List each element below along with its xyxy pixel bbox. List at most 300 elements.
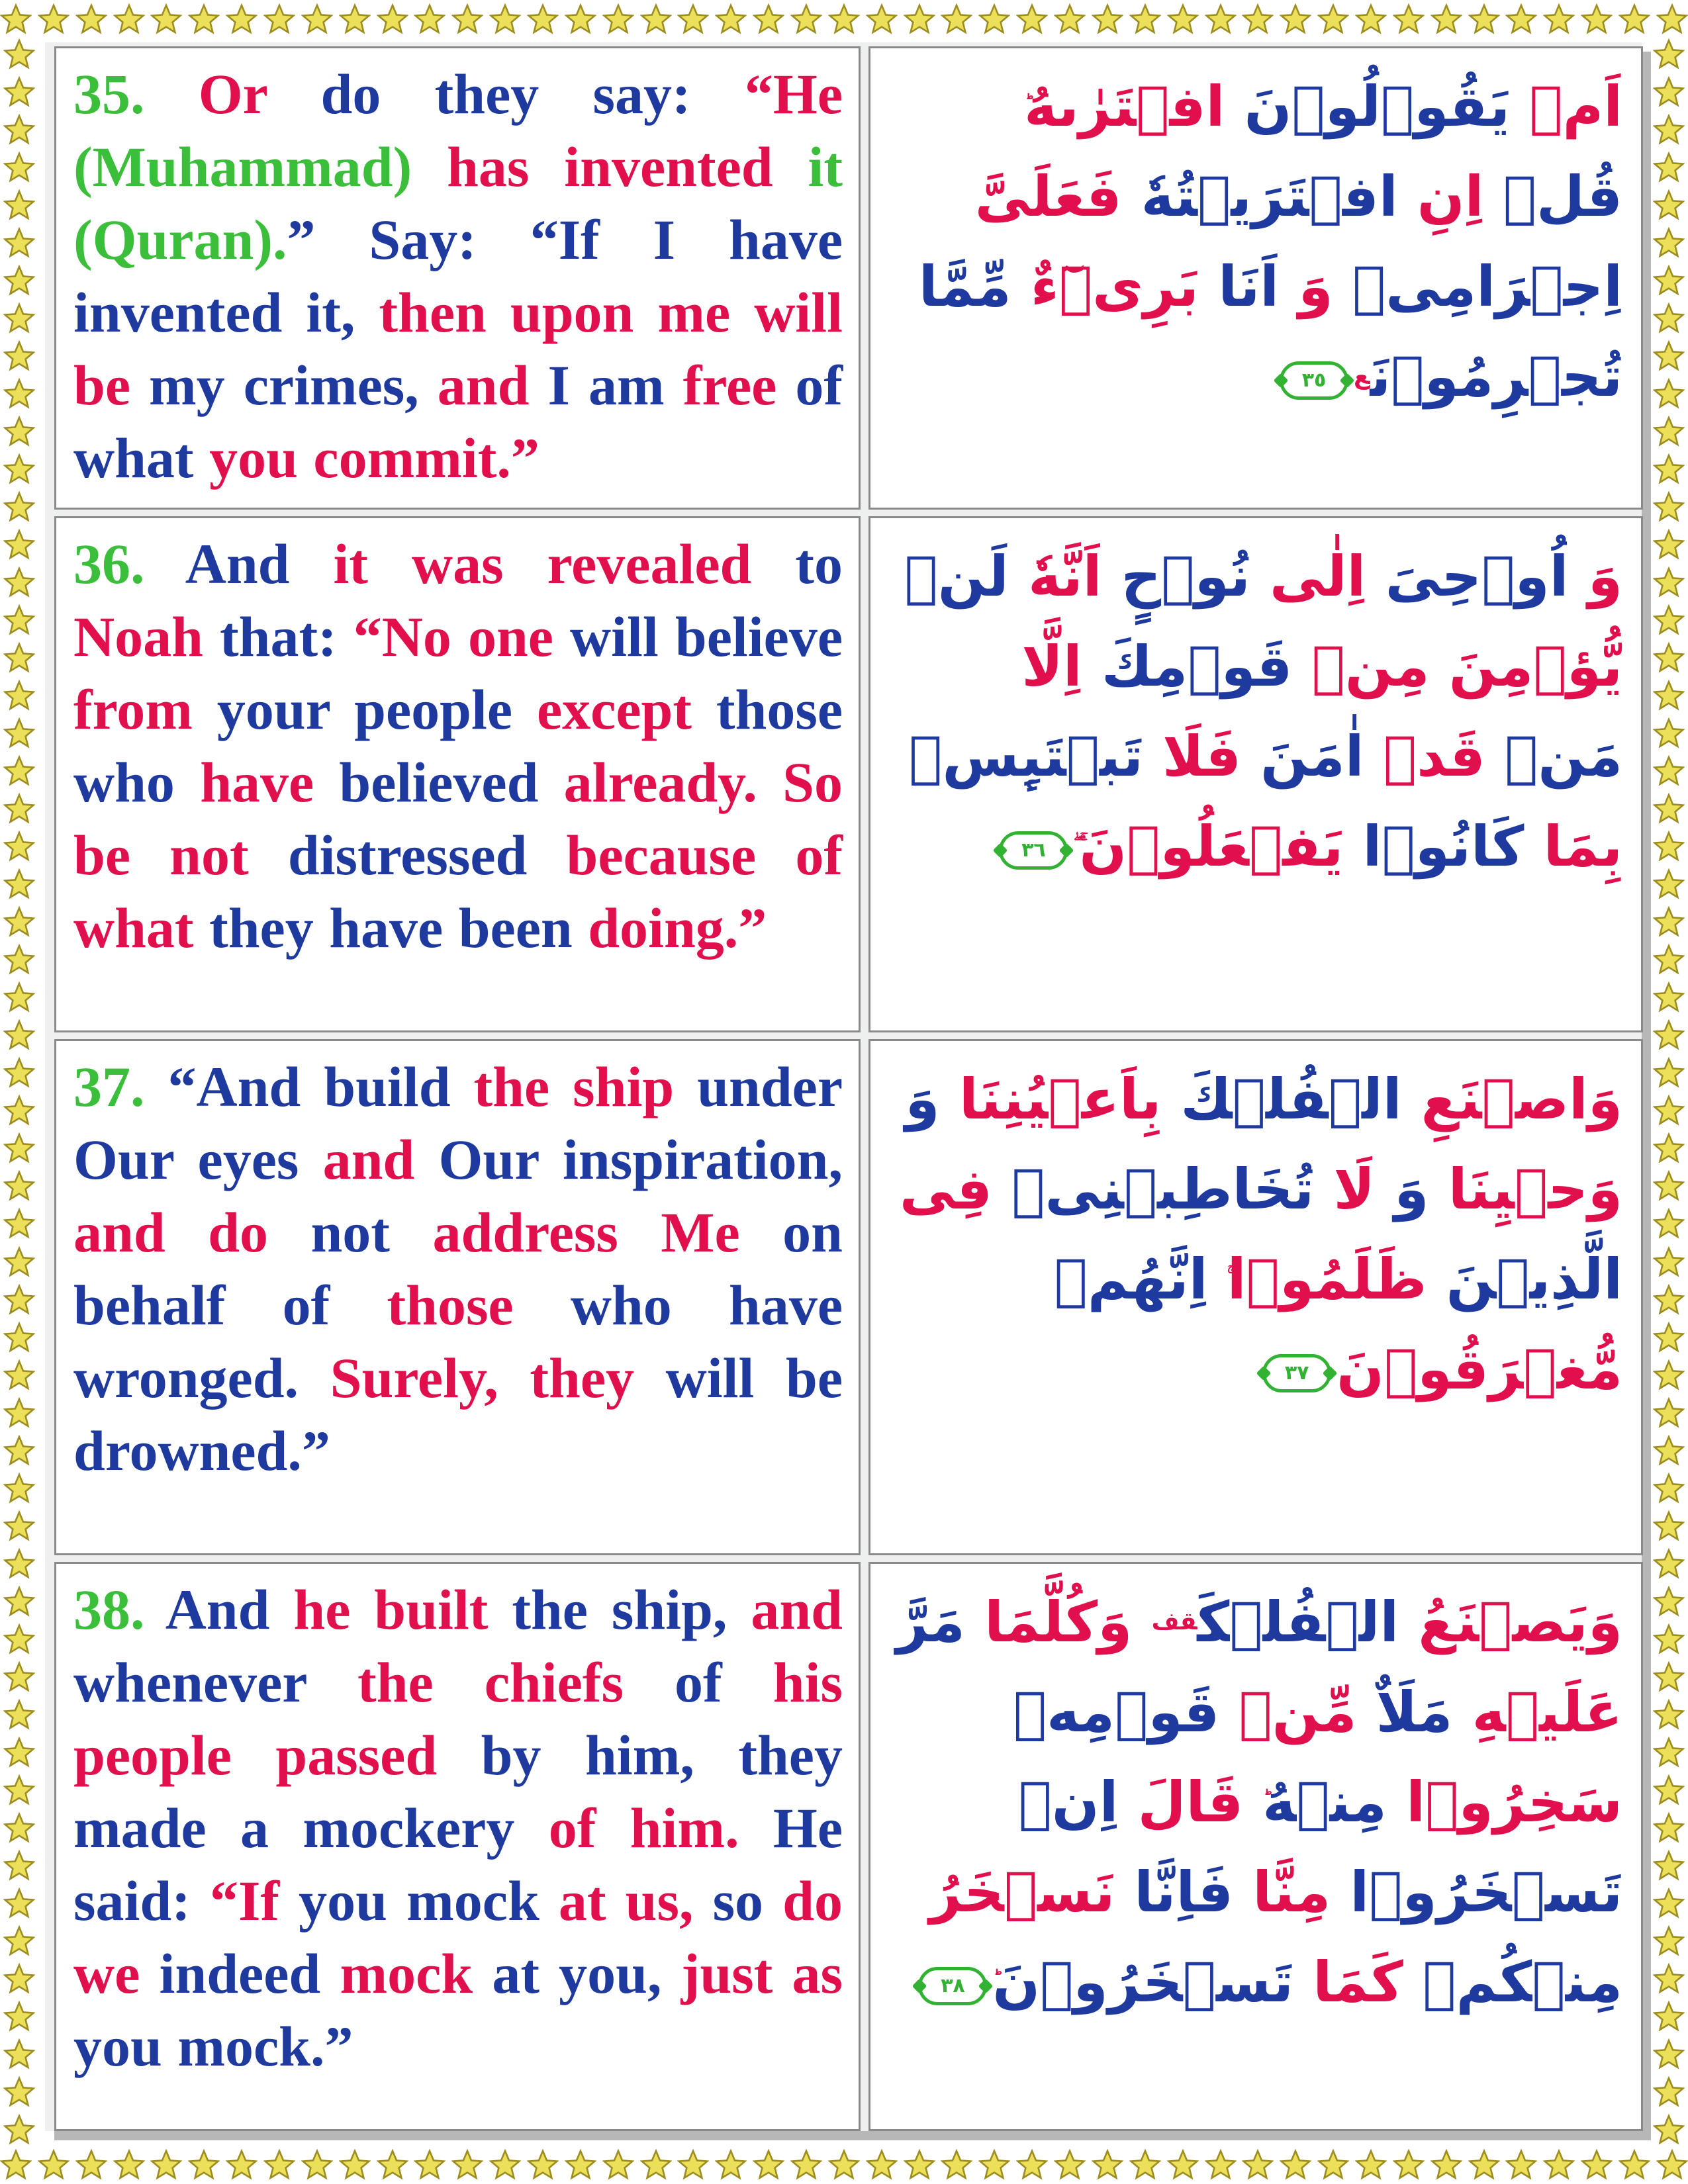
star-icon [1653, 1397, 1685, 1429]
translation-segment: “He [744, 62, 843, 126]
star-icon [3, 378, 35, 410]
arabic-segment: قَوۡمِهٖ [1013, 1680, 1239, 1745]
ayah-end-marker: ٣٥ [1280, 361, 1348, 400]
translation-segment: believed [314, 751, 564, 814]
arabic-segment: لَا [1333, 1157, 1395, 1222]
translation-segment: they [530, 1346, 635, 1410]
star-icon [1653, 2038, 1685, 2070]
star-icon [1656, 2149, 1688, 2181]
star-icon [941, 3, 972, 35]
star-icon [3, 1963, 35, 1995]
star-icon [1653, 1586, 1685, 1617]
arabic-text [886, 531, 1622, 891]
arabic-segment: فِى [899, 1157, 1012, 1222]
arabic-segment: مِنۡهُ [1262, 1770, 1407, 1835]
arabic-segment: بِمَا [1543, 814, 1622, 879]
star-icon [3, 1737, 35, 1768]
arabic-text [886, 62, 1622, 422]
star-icon [150, 3, 182, 35]
star-icon [1653, 1888, 1685, 1919]
arabic-segment: افۡتَرٰٮهُ [1024, 74, 1244, 139]
arabic-segment: يُّؤۡمِنَ [1448, 634, 1622, 699]
arabic-cell [868, 46, 1643, 510]
star-icon [677, 3, 709, 35]
star-icon [1430, 3, 1462, 35]
star-icon [1317, 3, 1349, 35]
star-icon [1653, 1322, 1685, 1353]
star-icon [1653, 1510, 1685, 1542]
star-icon [1653, 529, 1685, 561]
verse-number: 37. [73, 1055, 145, 1118]
star-icon [1653, 2076, 1685, 2108]
translation-segment: address Me [432, 1201, 740, 1264]
star-icon [3, 340, 35, 372]
star-icon [1016, 3, 1048, 35]
star-border-right [1650, 38, 1688, 2146]
star-icon [1653, 755, 1685, 787]
star-icon [1653, 1246, 1685, 1278]
star-icon [1653, 567, 1685, 598]
star-icon [602, 2149, 634, 2181]
translation-segment: the chiefs [357, 1651, 624, 1714]
star-icon [3, 1510, 35, 1542]
translation-segment: distressed [248, 823, 567, 887]
star-icon [1653, 265, 1685, 296]
translation-segment: free [682, 353, 777, 417]
star-icon [3, 1548, 35, 1580]
star-icon [1167, 2149, 1199, 2181]
star-icon [1653, 1359, 1685, 1391]
arabic-segment: قَوۡمِكَ [1101, 634, 1312, 699]
star-icon [3, 227, 35, 259]
star-icon [1653, 1435, 1685, 1467]
star-icon [1205, 2149, 1237, 2181]
star-icon [527, 3, 559, 35]
star-icon [1430, 2149, 1462, 2181]
star-icon [3, 831, 35, 862]
translation-segment: at you, [473, 1942, 681, 2005]
arabic-segment: تَبۡتَٮِٕسۡ [908, 724, 1163, 789]
star-icon [3, 1774, 35, 1806]
translation-segment: has invented [412, 135, 773, 199]
star-icon [1653, 1019, 1685, 1051]
translation-segment: indeed [140, 1942, 340, 2005]
star-icon [1129, 3, 1161, 35]
ayah-end-marker: ٣٧ [1262, 1354, 1331, 1392]
star-icon [866, 2149, 898, 2181]
star-icon [377, 3, 408, 35]
star-icon [1205, 3, 1237, 35]
star-icon [263, 3, 295, 35]
arabic-segment: مِّنۡ [1239, 1680, 1376, 1745]
translation-segment: under Our eyes [73, 1055, 843, 1191]
star-icon [941, 2149, 972, 2181]
star-icon [790, 2149, 822, 2181]
star-icon [1653, 1132, 1685, 1164]
star-icon [3, 1246, 35, 1278]
translation-segment: mock [340, 1942, 473, 2005]
star-icon [1543, 2149, 1575, 2181]
star-icon [565, 3, 596, 35]
arabic-segment: وَ [1394, 1157, 1448, 1222]
star-icon [3, 717, 35, 749]
translation-segment: because of what [73, 823, 843, 960]
star-icon [301, 3, 333, 35]
star-icon [1468, 2149, 1500, 2181]
arabic-segment: مَنۡ [1504, 724, 1622, 789]
star-icon [150, 2149, 182, 2181]
star-icon [715, 3, 747, 35]
star-icon [3, 1623, 35, 1655]
arabic-segment: الۡفُلۡكَ [1197, 1590, 1419, 1655]
star-icon [3, 1473, 35, 1504]
star-icon [451, 2149, 483, 2181]
star-icon [3, 755, 35, 787]
translation-cell [54, 46, 861, 510]
arabic-segment: ۚ ۖ [1073, 833, 1080, 860]
arabic-segment: مِنۡكُمۡ [1423, 1950, 1622, 2015]
star-icon [1653, 302, 1685, 334]
translation-segment: who have wronged. [73, 1273, 843, 1410]
star-icon [75, 2149, 107, 2181]
star-icon [527, 2149, 559, 2181]
arabic-segment: نَسۡخَرُ [929, 1860, 1135, 1925]
star-icon [1393, 3, 1425, 35]
star-icon [226, 2149, 258, 2181]
star-border-left [0, 38, 38, 2146]
translation-segment [130, 823, 169, 887]
star-icon [3, 529, 35, 561]
arabic-segment: فَعَلَىَّ [974, 164, 1141, 229]
arabic-segment: لَنۡ [904, 544, 1029, 609]
translation-segment: he built [293, 1578, 489, 1641]
translation-segment: doing.” [588, 896, 767, 960]
star-icon [263, 2149, 295, 2181]
translation-segment: will be drowned.” [73, 1346, 843, 1482]
arabic-segment: اِنۡ [1018, 1770, 1138, 1835]
translation-segment: Noah [73, 605, 203, 668]
arabic-segment: ع [1354, 363, 1370, 390]
arabic-segment: اِنِ [1417, 164, 1503, 229]
star-icon [1505, 3, 1537, 35]
star-icon [1653, 831, 1685, 862]
star-icon [1468, 3, 1500, 35]
translation-segment: they have been [193, 896, 588, 960]
translation-segment: of him. [548, 1796, 739, 1860]
star-icon [1280, 3, 1311, 35]
translation-segment: have [200, 751, 314, 814]
translation-segment: whenever [73, 1651, 358, 1714]
arabic-segment: الۡفُلۡكَ [1180, 1067, 1421, 1132]
translation-segment: your people [192, 678, 537, 741]
star-icon [715, 2149, 747, 2181]
star-icon [489, 3, 521, 35]
translation-segment: He said: [73, 1796, 843, 1933]
star-icon [753, 2149, 784, 2181]
star-icon [3, 2076, 35, 2108]
star-icon [3, 1699, 35, 1731]
star-icon [3, 1925, 35, 1957]
star-icon [3, 265, 35, 296]
arabic-cell [868, 1562, 1643, 2131]
star-icon [753, 3, 784, 35]
star-icon [38, 2149, 70, 2181]
star-icon [3, 944, 35, 976]
star-icon [38, 3, 70, 35]
star-icon [3, 604, 35, 636]
star-icon [3, 567, 35, 598]
star-icon [3, 1888, 35, 1919]
translation-segment: do we [73, 1869, 843, 2005]
arabic-segment: مِنَّا [1252, 1860, 1350, 1925]
star-icon [3, 1812, 35, 1844]
star-icon [3, 680, 35, 711]
arabic-segment: قُلۡ [1503, 164, 1622, 229]
star-icon [3, 152, 35, 183]
star-icon [1092, 3, 1123, 35]
translation-segment: not [267, 1201, 433, 1264]
star-icon [3, 2001, 35, 2032]
translation-segment: my crimes, [130, 353, 438, 417]
translation-segment: And [165, 1578, 294, 1641]
arabic-segment: كَمَا [1313, 1950, 1423, 2015]
translation-segment: then upon me will be [73, 281, 843, 417]
star-icon [3, 793, 35, 825]
star-icon [1653, 152, 1685, 183]
translation-cell [54, 516, 861, 1032]
arabic-text [886, 1577, 1622, 2027]
star-icon [1129, 2149, 1161, 2181]
star-icon [3, 189, 35, 221]
translation-segment: Or [198, 62, 267, 126]
translation-segment: it (Quran). [73, 135, 843, 271]
arabic-cell [868, 1039, 1643, 1555]
arabic-cell [868, 516, 1643, 1032]
star-icon [1653, 868, 1685, 900]
star-icon [1653, 1208, 1685, 1240]
star-icon [1581, 3, 1613, 35]
translation-segment: Surely, [330, 1346, 498, 1410]
arabic-segment: بَرِىۡٓءٌ [1030, 254, 1219, 319]
star-icon [602, 3, 634, 35]
star-icon [1653, 1170, 1685, 1202]
star-icon [3, 868, 35, 900]
arabic-segment: قَدۡ [1383, 724, 1505, 789]
translation-segment: on behalf of [73, 1201, 843, 1337]
star-icon [3, 642, 35, 674]
star-icon [1653, 642, 1685, 674]
star-icon [640, 3, 672, 35]
verse-35 [54, 46, 1643, 510]
verse-37 [54, 1039, 1643, 1555]
star-icon [1653, 38, 1685, 70]
star-icon [3, 38, 35, 70]
star-icon [489, 2149, 521, 2181]
arabic-text [886, 1054, 1622, 1414]
ayah-end-marker: ٣٨ [918, 1967, 987, 2005]
translation-segment: not [169, 823, 249, 887]
translation-segment: and [751, 1578, 843, 1641]
arabic-segment: تَسۡخَرُوۡنَ [992, 1950, 1313, 2015]
verse-36 [54, 516, 1643, 1032]
star-icon [1092, 2149, 1123, 2181]
arabic-segment: اُوۡحِىَ [1385, 544, 1588, 609]
translation-segment: do they say: [267, 62, 745, 126]
arabic-segment: وَ [905, 1067, 959, 1132]
arabic-segment: وَاصۡنَعِ [1421, 1067, 1622, 1132]
arabic-segment: مُّغۡرَقُوۡنَ [1336, 1337, 1622, 1402]
star-icon [414, 3, 445, 35]
arabic-segment: اَمۡ [1529, 74, 1622, 139]
arabic-segment: الَّذِيۡنَ [1446, 1247, 1622, 1312]
star-icon [339, 3, 371, 35]
star-icon [1355, 3, 1387, 35]
arabic-segment: اِجۡرَامِىۡ [1352, 254, 1622, 319]
translation-segment: ” Say: “If I have invented it, [73, 208, 843, 344]
star-icon [978, 2149, 1010, 2181]
arabic-segment: مَلَاٌ [1376, 1680, 1472, 1745]
translation-segment: (Muhammad) [73, 135, 412, 199]
verse-number: 36. [73, 532, 145, 596]
star-icon [677, 2149, 709, 2181]
star-icon [828, 3, 860, 35]
arabic-segment: اَنَا [1218, 254, 1299, 319]
star-icon [1167, 3, 1199, 35]
star-icon [640, 2149, 672, 2181]
verse-number: 35. [73, 62, 145, 126]
translation-segment: so [693, 1869, 783, 1933]
star-icon [1054, 2149, 1086, 2181]
star-icon [3, 2114, 35, 2146]
translation-text [73, 1050, 843, 1487]
translation-segment: it was revealed [333, 532, 752, 596]
translation-segment: Our inspiration, [414, 1128, 843, 1191]
star-icon [1653, 378, 1685, 410]
translation-segment: by him, they made a mockery [73, 1723, 843, 1860]
verse-number: 38. [73, 1578, 145, 1641]
arabic-segment: مِنۡ [1311, 634, 1449, 699]
star-icon [3, 1170, 35, 1202]
star-icon [113, 2149, 145, 2181]
star-icon [3, 76, 35, 108]
arabic-segment: اَنَّهٗ [1028, 544, 1121, 609]
star-icon [1054, 3, 1086, 35]
translation-segment: and [437, 353, 530, 417]
arabic-segment: فَاِنَّا [1134, 1860, 1253, 1925]
translation-segment: the ship [473, 1055, 675, 1118]
star-icon [1653, 1623, 1685, 1655]
arabic-segment: اِلٰى [1270, 544, 1385, 609]
translation-segment: at us, [558, 1869, 694, 1933]
translation-segment: “If [209, 1869, 280, 1933]
star-icon [1653, 189, 1685, 221]
star-icon [3, 1435, 35, 1467]
translation-text [73, 527, 843, 964]
translation-text [73, 1573, 843, 2083]
translation-segment: his people passed [73, 1651, 843, 1787]
star-icon [1653, 793, 1685, 825]
star-icon [1653, 76, 1685, 108]
star-icon [188, 3, 220, 35]
star-icon [1653, 491, 1685, 523]
star-icon [1543, 3, 1575, 35]
star-icon [1653, 717, 1685, 749]
arabic-segment: تُخَاطِبۡنِىۡ [1011, 1157, 1334, 1222]
arabic-segment: اِنَّهُمۡ [1054, 1247, 1227, 1312]
star-icon [339, 2149, 371, 2181]
star-icon [904, 2149, 935, 2181]
star-icon [904, 3, 935, 35]
arabic-segment: وَ [1587, 544, 1622, 609]
translation-segment: And [185, 532, 334, 596]
arabic-segment: مَرَّ [896, 1590, 985, 1655]
arabic-segment: تَسۡخَرُوۡا [1350, 1860, 1622, 1925]
star-icon [3, 1019, 35, 1051]
star-icon [1242, 2149, 1274, 2181]
arabic-segment: وَ [1298, 254, 1352, 319]
star-border-bottom [0, 2146, 1688, 2184]
arabic-segment: بِاَعۡيُنِنَا [959, 1067, 1181, 1132]
star-icon [1653, 604, 1685, 636]
star-icon [3, 1397, 35, 1429]
star-icon [3, 114, 35, 146]
star-icon [1653, 981, 1685, 1013]
translation-segment: to [751, 532, 843, 596]
ayah-end-marker: ٣٦ [999, 831, 1068, 870]
star-icon [1653, 453, 1685, 485]
star-icon [0, 2149, 32, 2181]
star-icon [1653, 1963, 1685, 1995]
arabic-segment: اِلَّا [1021, 634, 1102, 699]
arabic-segment: قَالَ [1137, 1770, 1263, 1835]
translation-segment: will believe [553, 605, 843, 668]
star-icon [3, 1850, 35, 1882]
star-icon [1653, 114, 1685, 146]
translation-segment: that: [203, 605, 353, 668]
arabic-segment: افۡتَرَيۡتُهٗ [1141, 164, 1417, 229]
star-icon [1581, 2149, 1613, 2181]
star-icon [75, 3, 107, 35]
star-icon [1618, 2149, 1650, 2181]
star-icon [414, 2149, 445, 2181]
star-icon [1653, 2114, 1685, 2146]
star-icon [978, 3, 1010, 35]
translation-segment: you mock [279, 1869, 559, 1933]
verse-38 [54, 1562, 1643, 2131]
translation-segment: of [623, 1651, 773, 1714]
star-icon [0, 3, 32, 35]
translation-segment [498, 1346, 530, 1410]
star-icon [3, 1132, 35, 1164]
translation-segment: from [73, 678, 193, 741]
star-icon [1653, 227, 1685, 259]
translation-segment: the ship, [488, 1578, 751, 1641]
arabic-segment: سَخِرُوۡا [1406, 1770, 1622, 1835]
arabic-segment: اٰمَنَ [1260, 724, 1383, 789]
star-icon [3, 1359, 35, 1391]
star-icon [1653, 906, 1685, 938]
star-icon [1653, 680, 1685, 711]
arabic-segment: ظَلَمُوۡا [1227, 1247, 1446, 1312]
translation-cell [54, 1562, 861, 2131]
star-icon [1653, 1095, 1685, 1126]
translation-segment: you commit.” [209, 426, 539, 490]
star-icon [1653, 944, 1685, 976]
star-icon [1016, 2149, 1048, 2181]
star-icon [1653, 1661, 1685, 1693]
star-icon [1505, 2149, 1537, 2181]
star-icon [3, 1322, 35, 1353]
